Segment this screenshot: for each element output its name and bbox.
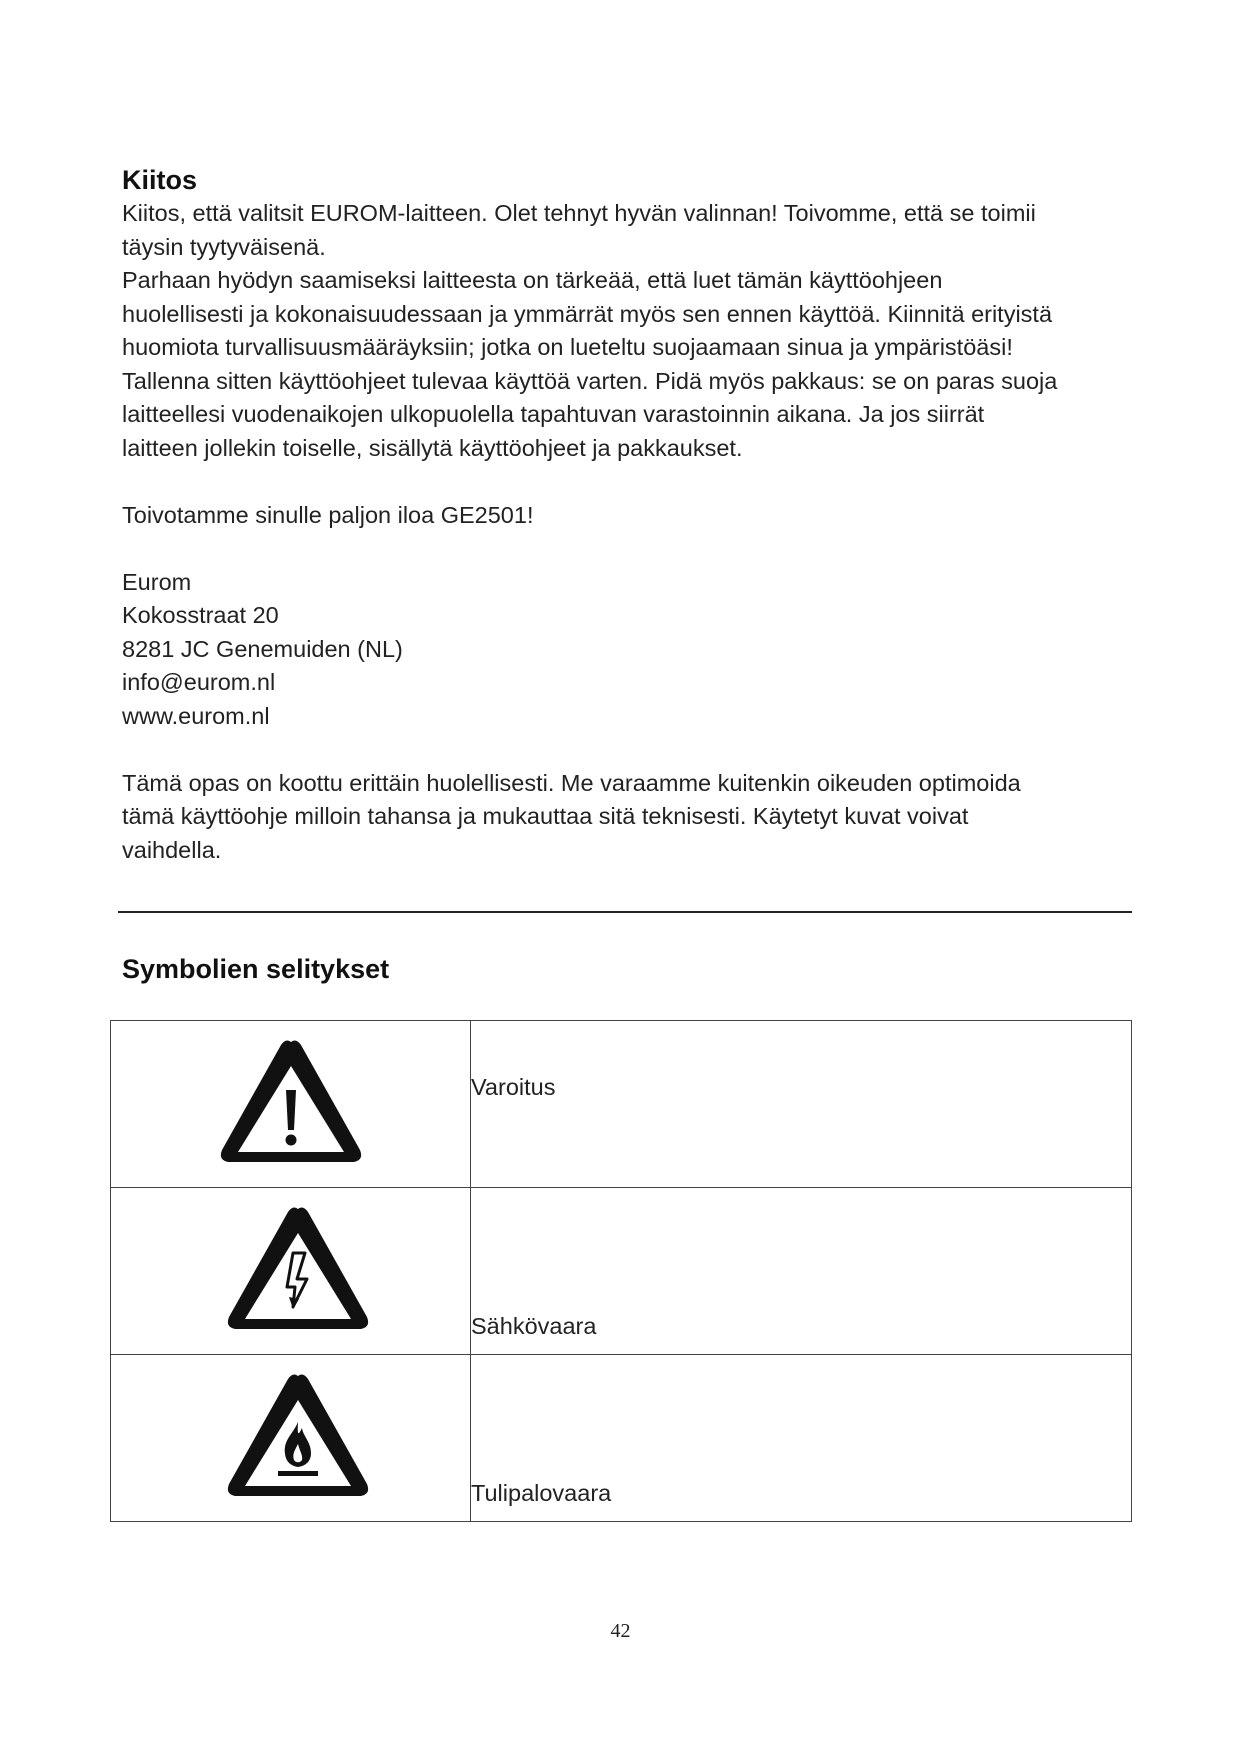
company-address — [122, 566, 1132, 734]
icon-cell — [111, 1355, 471, 1522]
wish-line: Toivotamme sinulle paljon iloa GE2501! — [122, 501, 534, 528]
thanks-title: Kiitos — [122, 165, 198, 195]
disclaimer-paragraph — [122, 767, 1132, 868]
wish-text — [122, 499, 1132, 533]
symbols-table — [110, 1020, 1132, 1522]
paragraph-line: huomiota turvallisuusmääräyksiin; jotka on lueteltu suojaamaan sinua ja ympäristöäsi! — [122, 334, 1013, 360]
email-address: info@eurom.nl — [122, 669, 276, 695]
paragraph-line: Tallenna sitten käyttöohjeet tulevaa käyttöä varten. Pidä myös pakkaus: se on paras suoja — [122, 367, 1058, 394]
warning-icon — [216, 1034, 366, 1169]
section-divider — [118, 911, 1132, 913]
paragraph-line: Kiitos, että valitsit EUROM-laitteen. Olet tehnyt hyvän valinnan! Toivomme, että se toimii — [122, 200, 1036, 226]
icon-cell — [111, 1021, 471, 1188]
icon-cell — [111, 1188, 471, 1355]
paragraph-line: laitteellesi vuodenaikojen ulkopuolella tapahtuvan varastoinnin aikana. Ja jos siirrät — [122, 401, 985, 427]
electric-hazard-icon — [223, 1201, 373, 1336]
street-address: Kokosstraat 20 — [122, 602, 279, 628]
label-cell — [471, 1188, 1132, 1355]
website-address: www.eurom.nl — [122, 702, 270, 729]
label-cell — [471, 1355, 1132, 1522]
paragraph-line: Tämä opas on koottu erittäin huolellisesti. Me varaamme kuitenkin oikeuden optimoida — [122, 769, 1021, 796]
paragraph-line: vaihdella. — [122, 836, 222, 863]
symbol-label: Tulipalovaara — [471, 1479, 612, 1506]
paragraph-line: laitteen jollekin toiselle, sisällytä käyttöohjeet ja pakkaukset. — [122, 434, 743, 461]
thanks-paragraph — [122, 197, 1132, 465]
symbol-label: Sähkövaara — [471, 1312, 597, 1339]
postal-city: 8281 JC Genemuiden (NL) — [122, 635, 403, 662]
table-row — [111, 1355, 1132, 1522]
table-row — [111, 1021, 1132, 1188]
fire-hazard-icon — [223, 1368, 373, 1503]
page-number: 42 — [610, 1620, 631, 1642]
table-row — [111, 1188, 1132, 1355]
paragraph-line: huolellisesti ja kokonaisuudessaan ja ymmärrät myös sen ennen käyttöä. Kiinnitä erityistä — [122, 300, 1053, 327]
company-name: Eurom — [122, 568, 192, 595]
paragraph-line: tämä käyttöohje milloin tahansa ja mukauttaa sitä teknisesti. Käytetyt kuvat voivat — [122, 803, 969, 829]
symbols-title: Symbolien selitykset — [122, 954, 390, 984]
symbol-label: Varoitus — [471, 1074, 556, 1100]
paragraph-line: täysin tyytyväisenä. — [122, 233, 326, 260]
label-cell — [471, 1021, 1132, 1188]
thanks-section — [122, 163, 1132, 867]
paragraph-line: Parhaan hyödyn saamiseksi laitteesta on tärkeää, että luet tämän käyttöohjeen — [122, 267, 943, 293]
